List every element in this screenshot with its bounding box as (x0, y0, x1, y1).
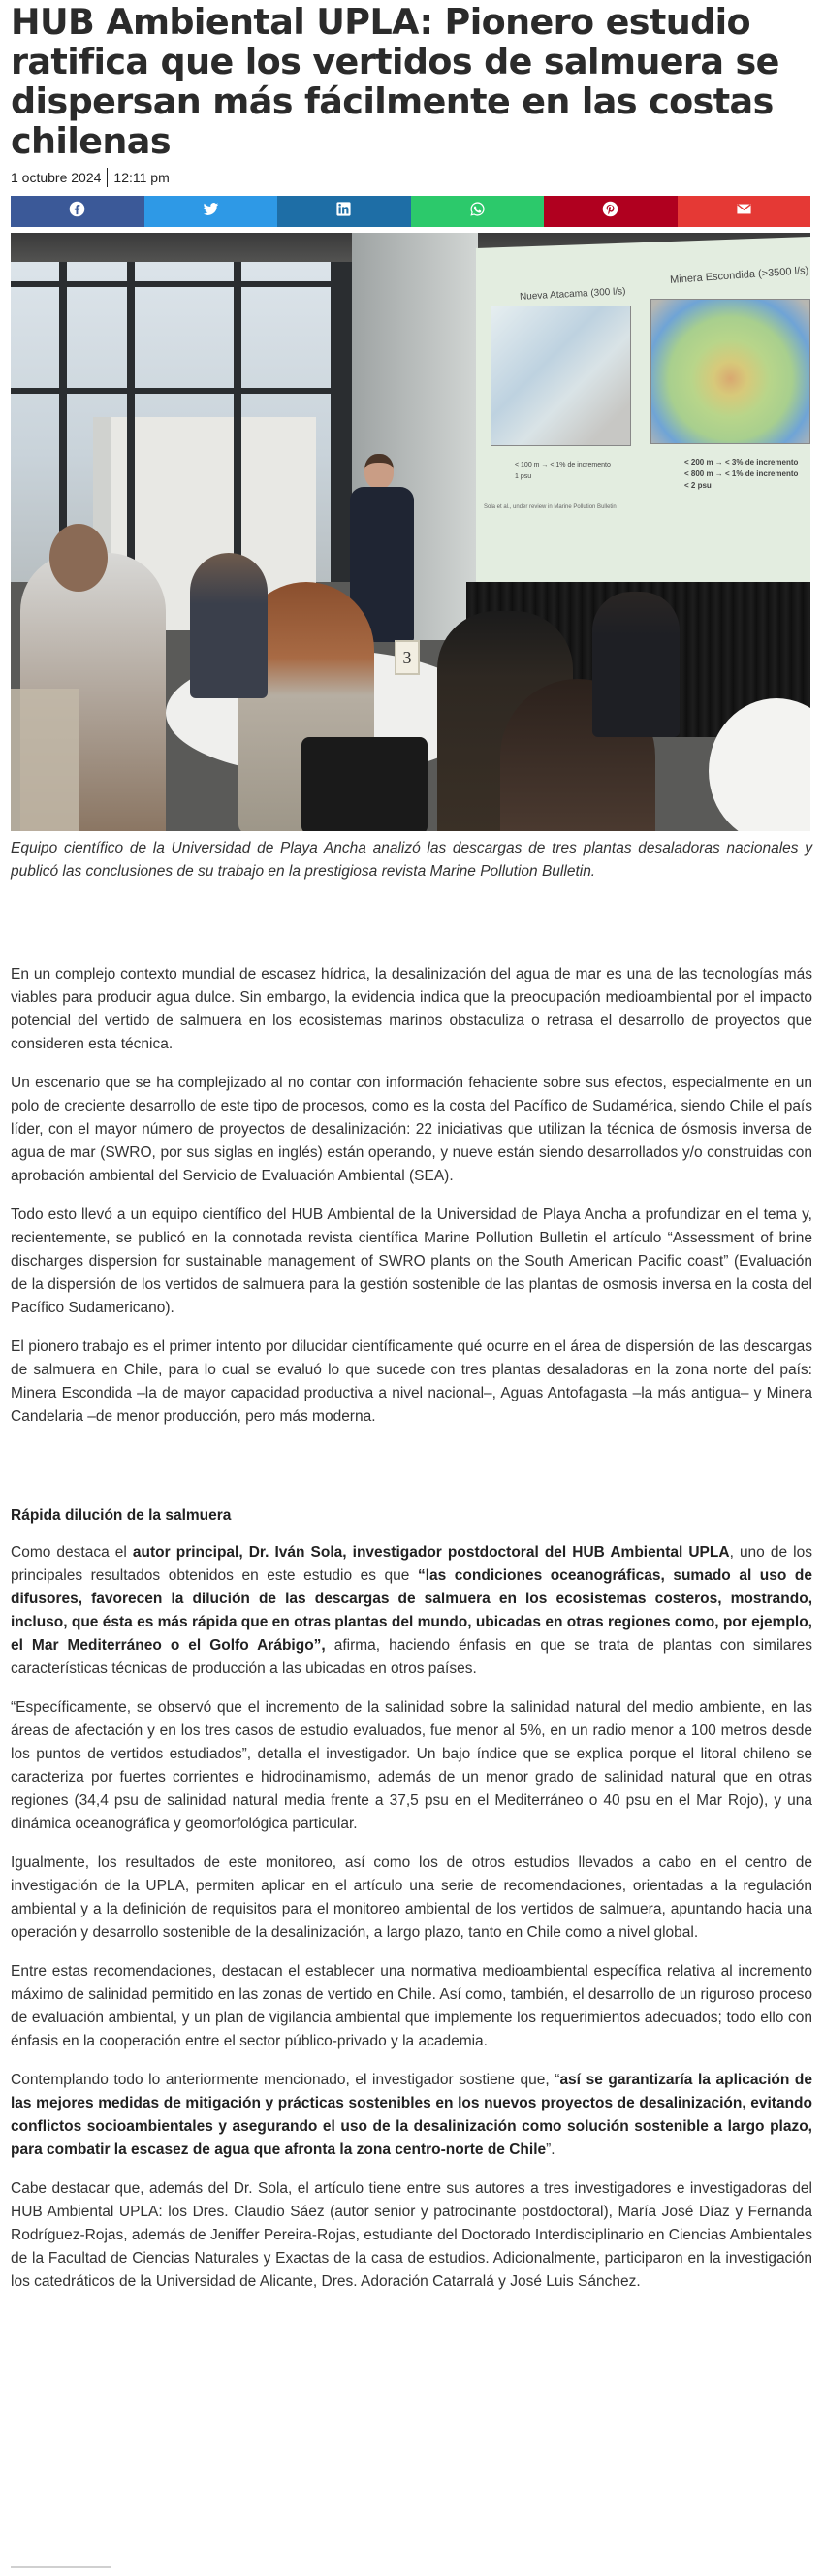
share-whatsapp-button[interactable] (411, 196, 545, 227)
paragraph-9-text: Contemplando todo lo anteriormente mencionado, el investigador sostiene que, “ (11, 2072, 560, 2088)
envelope-icon (736, 201, 752, 222)
paragraph-3: Todo esto llevó a un equipo científico del HUB Ambiental de la Universidad de Playa Ancha a profundizar en el tema y, recientemente, se publicó en la connotada revista científica Marine Pollution Bulletin el artículo “Assessment of brine discharges dispersion for sustainable management of SWRO plants on the South American Pacific coast” (Evaluación de la dispersión de los vertidos de salmuera para la gestión sostenible de las plantas de osmosis inversa en la costa del Pacífico Sudamericano). (11, 1207, 812, 1316)
slide-map-left (491, 306, 631, 446)
share-linkedin-button[interactable] (277, 196, 411, 227)
article-body (11, 963, 812, 2309)
paragraph-9 (11, 2069, 812, 2162)
linkedin-icon (335, 201, 352, 222)
slide-title-right: Minera Escondida (>3500 l/s) (669, 265, 809, 286)
slide-footer: Sola et al., under review in Marine Pollution Bulletin (484, 504, 617, 510)
publish-date: 1 octubre 2024 (11, 170, 102, 185)
publish-time: 12:11 pm (113, 170, 170, 185)
twitter-icon (203, 201, 219, 222)
slide-bullet-right-3: < 2 psu (684, 481, 712, 490)
photo-audience-far-right (592, 592, 680, 737)
paragraph-1: En un complejo contexto mundial de escasez hídrica, la desalinización del agua de mar es una de las tecnologías más viables para producir agua dulce. Sin embargo, la evidencia indica que la preocupación medioambiental por el impacto potencial del vertido de salmuera en los ecosistemas marinos obstaculiza o retrasa el desarrollo de proyectos que consideren esta técnica. (11, 966, 812, 1052)
article-meta (11, 168, 812, 187)
share-twitter-button[interactable] (144, 196, 278, 227)
photo-speaker-head (364, 454, 394, 489)
photo-audience-man-mid (190, 553, 268, 698)
paragraph-2: Un escenario que se ha complejizado al no contar con información fehaciente sobre sus efectos, especialmente en un polo de creciente desarrollo de este tipo de procesos, como es la costa del Pacífico de Sudamérica, siendo Chile el país líder, con el mayor número de proyectos de desalinización: 22 iniciativas que utilizan la técnica de ósmosis inversa de agua de mar (SWRO, por sus siglas en inglés) están operando, y nueve están siendo desarrollados y/o construidas con aprobación ambiental del Servicio de Evaluación Ambiental (SEA). (11, 1075, 812, 1184)
slide-bullet-left-1: < 100 m → < 1% de incremento (515, 462, 611, 468)
photo-handbag (301, 737, 428, 831)
paragraph-5-bold-quote: “las condiciones oceanográficas, sumado al uso de difusores, favorecen la dilución de las descargas de salmuera en los ecosistemas costeros, mostrando, incluso, que ésta es más rápida que en otras plantas del mundo, ubicadas en otras regiones como, por ejemplo, el Mar Mediterráneo o el Golfo Arábigo”, (11, 1567, 812, 1654)
paragraph-5-text: afirma, haciendo énfasis en que se trata de plantas con similares características técnicas de producción a las ubicadas en otros países. (11, 1637, 812, 1677)
photo-audience-left-head (49, 524, 108, 592)
slide-bullet-right-1: < 200 m → < 3% de incremento (684, 458, 799, 467)
article-photo (11, 233, 810, 831)
slide-bullet-right-2: < 800 m → < 1% de incremento (684, 469, 799, 478)
share-facebook-button[interactable] (11, 196, 144, 227)
paragraph-6: “Específicamente, se observó que el incremento de la salinidad sobre la salinidad natural del medio ambiente, en las áreas de afectación y en los tres casos de estudio evaluados, fue menor al 5%, en un radio menor a 100 metros desde los puntos de vertidos estudiados”, detalla el investigador. Un bajo índice que se explica porque el litoral chileno se caracteriza por fuertes corrientes e hidrodinamismo, además de un menor grado de salinidad natural que en otras regiones (34,4 psu de salinidad natural media frente a 37,5 psu en el Mediterráneo o 40 psu en el Mar Rojo), y una dinámica oceanográfica y geomorfológica particular. (11, 1699, 812, 1832)
paragraph-8: Entre estas recomendaciones, destacan el establecer una normativa medioambiental específica relativa al incremento máximo de salinidad permitido en las zonas de vertido en Chile. Así como, también, el desarrollo de un riguroso proceso de evaluación ambiental, y un plan de vigilancia ambiental que implemente los requerimientos adecuados; todo ello con énfasis en la cooperación entre el sector público-privado y la academia. (11, 1963, 812, 2049)
article-header (11, 0, 812, 884)
paragraph-5-bold-author: autor principal, Dr. Iván Sola, investigador postdoctoral del HUB Ambiental UPLA (132, 1544, 730, 1561)
slide-title-left: Nueva Atacama (300 l/s) (519, 286, 626, 303)
end-divider (11, 2566, 111, 2568)
whatsapp-icon (469, 201, 486, 222)
paragraph-9-text: ”. (546, 2141, 555, 2158)
paragraph-9-bold-quote: así se garantizaría la aplicación de las mejores medidas de mitigación y prácticas sostenibles en los nuevos proyectos de desalinización, evitando conflictos socioambientales y asegurando el uso de la desalinización como solución sostenible a largo plazo, para combatir la escasez de agua que afronta la zona centro-norte de Chile (11, 2072, 812, 2158)
section-heading: Rápida dilución de la salmuera (11, 1507, 232, 1524)
pinterest-icon (602, 201, 618, 222)
facebook-icon (69, 201, 85, 222)
paragraph-10: Cabe destacar que, además del Dr. Sola, el artículo tiene entre sus autores a tres investigadores e investigadoras del HUB Ambiental UPLA: los Dres. Claudio Sáez (autor senior y patrocinante postdoctoral), María José Díaz y Fernanda Rodríguez-Rojas, además de Jeniffer Pereira-Rojas, estudiante del Doctorado Interdisciplinario en Ciencias Ambientales de la Facultad de Ciencias Naturales y Exactas de la casa de estudios. Adicionalmente, participaron en la investigación los catedráticos de la Universidad de Alicante, Dres. Adoración Catarralá y José Luis Sánchez. (11, 2180, 812, 2290)
photo-caption: Equipo científico de la Universidad de Playa Ancha analizó las descargas de tres plantas desaladoras nacionales y publicó las conclusiones de su trabajo en la prestigiosa revista Marine Pollution Bulletin. (11, 840, 812, 880)
share-pinterest-button[interactable] (544, 196, 678, 227)
paragraph-5 (11, 1541, 812, 1681)
paragraph-7: Igualmente, los resultados de este monitoreo, así como los de otros estudios llevados a cabo en el centro de investigación de la UPLA, permiten aplicar en el artículo una serie de recomendaciones, orientadas a la regulación ambiental y a la definición de requisitos para el monitoreo ambiental de los vertidos de salmuera, apuntando hacia una operación y desarrollo sostenible de la desalinización, a largo plazo, tanto en Chile como a nivel global. (11, 1854, 812, 1941)
paragraph-4: El pionero trabajo es el primer intento por dilucidar científicamente qué ocurre en el área de dispersión de las descargas de salmuera en Chile, para lo cual se evaluó lo que sucede con tres plantas desaladoras en la zona norte del país: Minera Escondida –la de mayor capacidad productiva a nivel nacional–, Aguas Antofagasta –la más antigua– y Minera Candelaria –de menor producción, pero más moderna. (11, 1338, 812, 1425)
slide-map-right (650, 299, 810, 444)
article-title: HUB Ambiental UPLA: Pionero estudio ratifica que los vertidos de salmuera se dispersan más fácilmente en las costas chilenas (11, 1, 779, 162)
share-email-button[interactable] (678, 196, 811, 227)
slide-bullet-left-2: 1 psu (515, 473, 532, 480)
paragraph-5-text: , uno de los principales resultados obtenidos en este estudio es que (11, 1544, 812, 1584)
photo-chair-front (11, 689, 79, 831)
photo-table-number: 3 (395, 640, 420, 675)
meta-separator (107, 168, 108, 187)
paragraph-5-text: Como destaca el (11, 1544, 133, 1561)
share-bar (11, 196, 810, 227)
